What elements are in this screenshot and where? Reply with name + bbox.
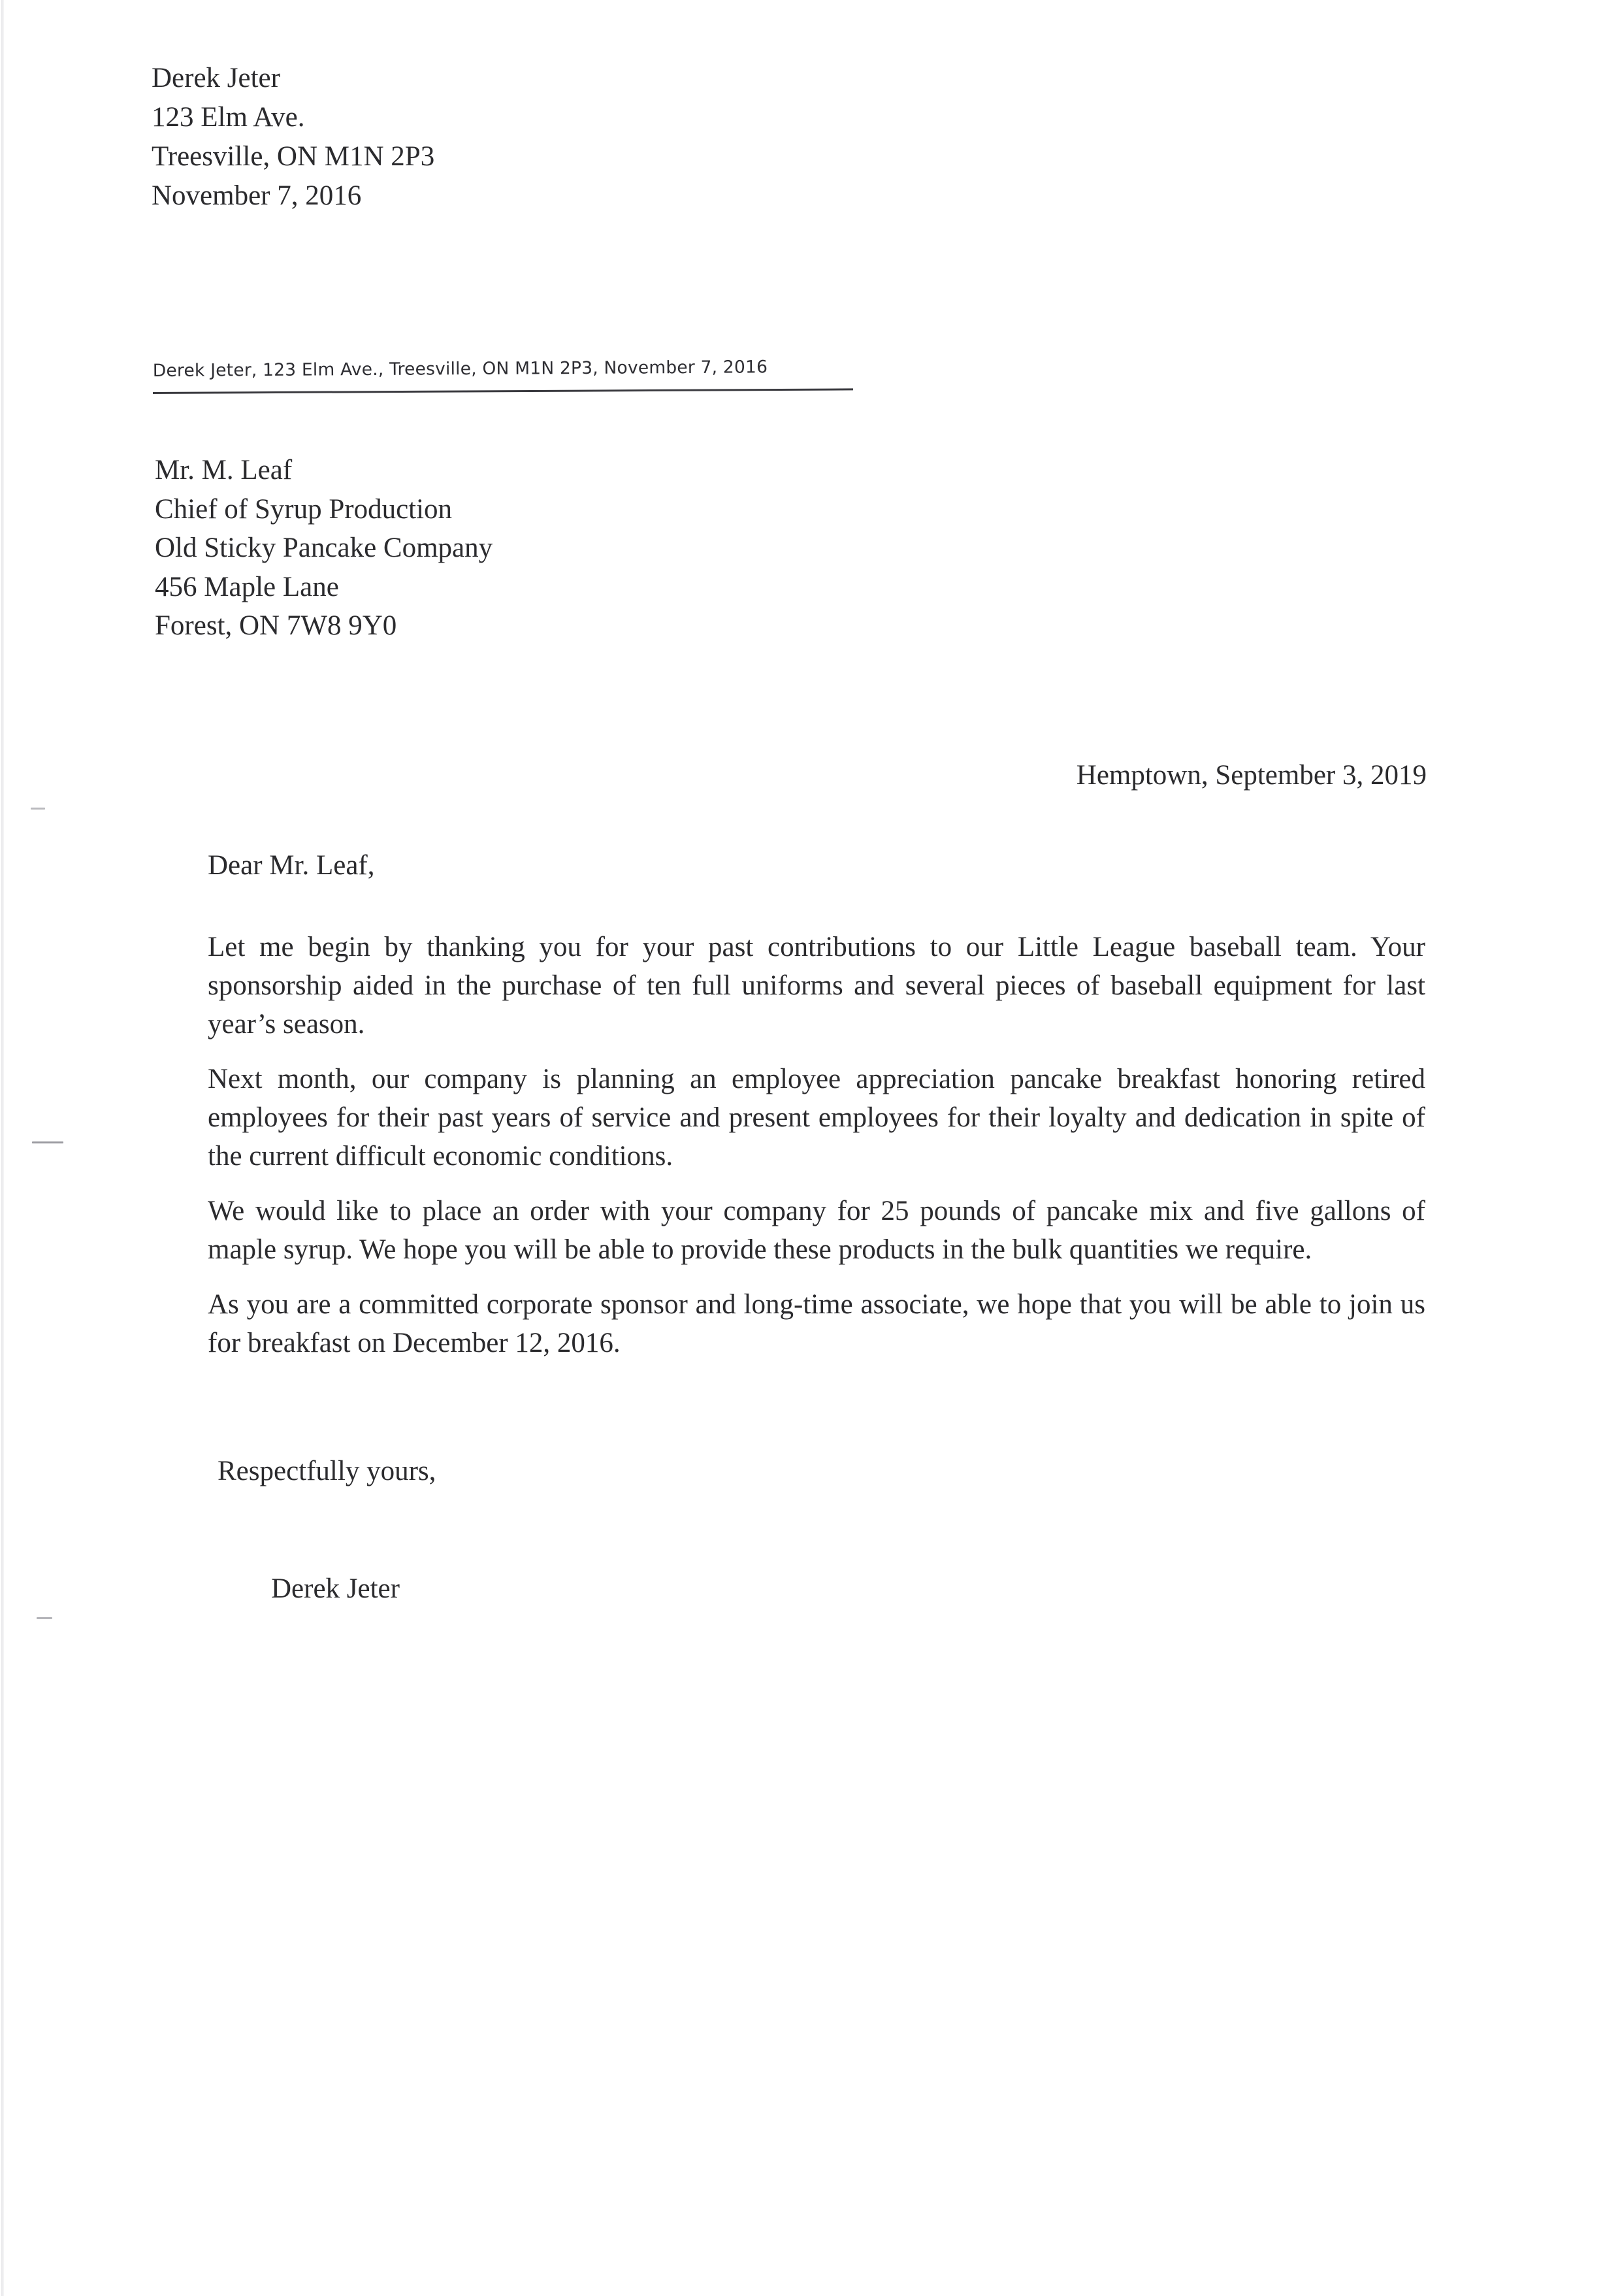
sender-street: 123 Elm Ave. bbox=[152, 102, 305, 133]
return-address-rule bbox=[153, 388, 853, 394]
return-address-strip bbox=[153, 358, 853, 394]
recipient-title: Chief of Syrup Production bbox=[155, 493, 453, 525]
sender-date: November 7, 2016 bbox=[152, 180, 362, 211]
fold-mark bbox=[37, 1617, 52, 1619]
letter-body bbox=[208, 849, 1425, 1379]
body-paragraph: Let me begin by thanking you for your past contributions to our Little League baseball team. Your sponsorship aided in the purchase of ten full uniforms and several pieces of baseball equipment for last year’s season. bbox=[208, 932, 1425, 1040]
body-paragraph: As you are a committed corporate sponsor and long-time associate, we hope that you will be able to join us for breakfast on December 12, 2016. bbox=[208, 1289, 1425, 1358]
sender-city: Treesville, ON M1N 2P3 bbox=[152, 141, 435, 172]
recipient-name: Mr. M. Leaf bbox=[155, 455, 293, 485]
scan-edge bbox=[1, 0, 4, 2296]
salutation: Dear Mr. Leaf, bbox=[208, 850, 375, 881]
body-paragraph: Next month, our company is planning an employee appreciation pancake breakfast honoring retired employees for their past years of service and present employees for their loyalty and dedication in spite of the current difficult economic conditions. bbox=[208, 1064, 1425, 1172]
sender-name: Derek Jeter bbox=[152, 63, 280, 93]
fold-mark bbox=[31, 808, 45, 810]
recipient-address-block bbox=[155, 451, 493, 646]
punch-mark bbox=[32, 1141, 63, 1143]
sender-address-block bbox=[152, 59, 434, 216]
recipient-city: Forest, ON 7W8 9Y0 bbox=[155, 610, 397, 641]
place-and-date: Hemptown, September 3, 2019 bbox=[1076, 760, 1427, 791]
return-address: Derek Jeter, 123 Elm Ave., Treesville, ON M1N 2P3, November 7, 2016 bbox=[152, 357, 768, 382]
closing: Respectfully yours, bbox=[218, 1456, 436, 1486]
signature: Derek Jeter bbox=[271, 1573, 400, 1604]
recipient-street: 456 Maple Lane bbox=[155, 571, 339, 602]
recipient-company: Old Sticky Pancake Company bbox=[155, 533, 493, 563]
body-paragraph: We would like to place an order with your company for 25 pounds of pancake mix and five gallons of maple syrup. We hope you will be able to provide these products in the bulk quantities we require. bbox=[208, 1196, 1425, 1265]
